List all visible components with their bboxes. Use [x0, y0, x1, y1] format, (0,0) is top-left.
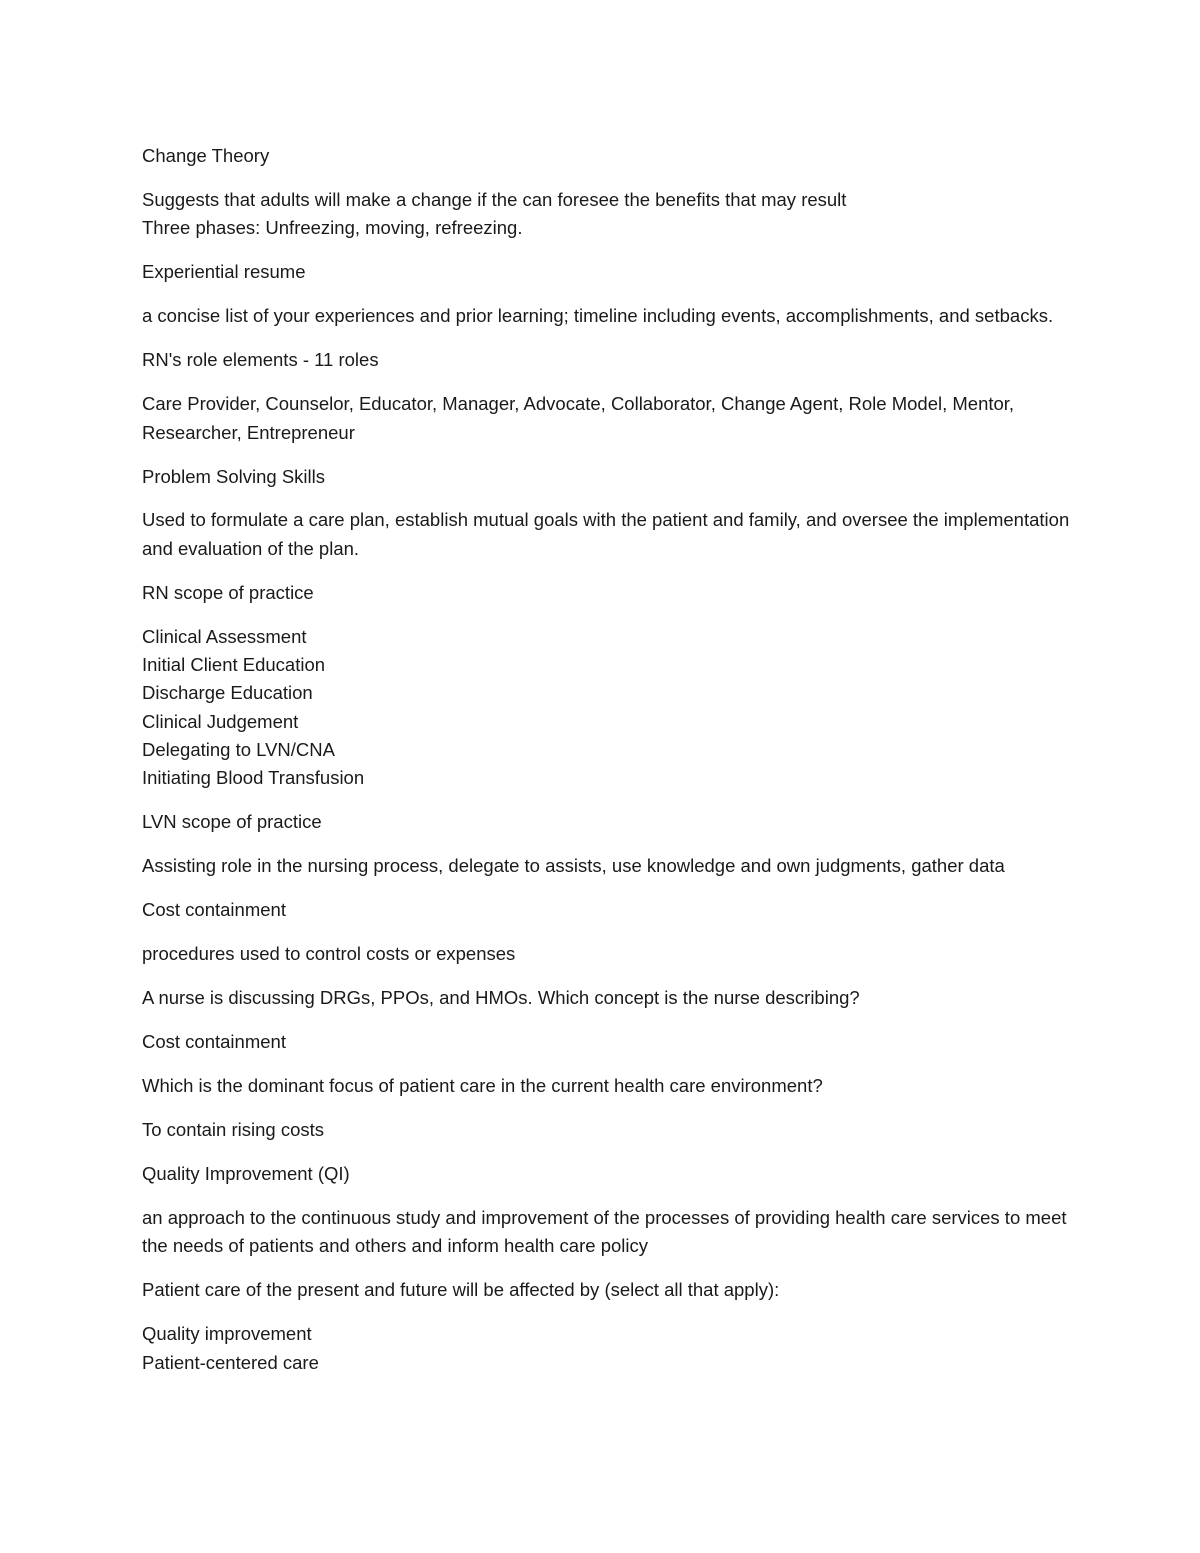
entry-drgs-question	[142, 984, 1072, 1056]
definition	[142, 1320, 1072, 1377]
definition-line: Three phases: Unfreezing, moving, refreezing.	[142, 217, 523, 239]
definition	[142, 940, 1072, 968]
definition-line: procedures used to control costs or expenses	[142, 943, 516, 965]
entry-quality-improvement	[142, 1160, 1072, 1261]
term: A nurse is discussing DRGs, PPOs, and HMOs. Which concept is the nurse describing?	[142, 987, 860, 1009]
definition	[142, 623, 1072, 793]
definition-line: To contain rising costs	[142, 1119, 325, 1141]
term: Cost containment	[142, 899, 286, 921]
term: LVN scope of practice	[142, 811, 322, 833]
entry-patient-care-question	[142, 1276, 1072, 1377]
definition-line: Used to formulate a care plan, establish mutual goals with the patient and family, and oversee the implementation and evaluation of the plan.	[142, 509, 1070, 559]
definition-line: Clinical Judgement	[142, 710, 299, 732]
definition	[142, 186, 1072, 243]
flashcard-list	[142, 142, 1072, 1393]
definition-line: Patient-centered care	[142, 1351, 319, 1373]
entry-rn-role-elements	[142, 346, 1072, 447]
definition-line: Discharge Education	[142, 682, 313, 704]
definition-line: Quality improvement	[142, 1323, 312, 1345]
definition-line: an approach to the continuous study and improvement of the processes of providing health care services to meet the needs of patients and others and inform health care policy	[142, 1207, 1067, 1257]
definition-line: Care Provider, Counselor, Educator, Manager, Advocate, Collaborator, Change Agent, Role Model, Mentor, Researcher, Entrepreneur	[142, 393, 1015, 443]
term: Problem Solving Skills	[142, 465, 326, 487]
definition-line: Delegating to LVN/CNA	[142, 738, 335, 760]
definition-line: Cost containment	[142, 1031, 286, 1053]
entry-rn-scope-of-practice	[142, 579, 1072, 793]
term: Quality Improvement (QI)	[142, 1163, 350, 1185]
term: RN's role elements - 11 roles	[142, 349, 379, 371]
term: RN scope of practice	[142, 581, 314, 603]
entry-dominant-focus-question	[142, 1072, 1072, 1144]
definition-line: Clinical Assessment	[142, 625, 307, 647]
definition	[142, 506, 1072, 563]
term: Change Theory	[142, 145, 270, 166]
definition	[142, 1116, 1072, 1144]
term: Which is the dominant focus of patient care in the current health care environment?	[142, 1075, 823, 1097]
term: Experiential resume	[142, 261, 306, 283]
entry-lvn-scope-of-practice	[142, 808, 1072, 880]
entry-problem-solving-skills	[142, 463, 1072, 564]
definition-line: Initiating Blood Transfusion	[142, 767, 365, 789]
definition-line: Suggests that adults will make a change if the can foresee the benefits that may result	[142, 188, 847, 210]
definition	[142, 390, 1072, 447]
definition-line: Initial Client Education	[142, 654, 326, 676]
entry-cost-containment	[142, 896, 1072, 968]
definition	[142, 1204, 1072, 1261]
entry-change-theory	[142, 142, 1072, 243]
term: Patient care of the present and future will be affected by (select all that apply):	[142, 1279, 780, 1301]
definition	[142, 302, 1072, 330]
definition	[142, 852, 1072, 880]
definition	[142, 1028, 1072, 1056]
definition-line: a concise list of your experiences and prior learning; timeline including events, accomplishments, and setbacks.	[142, 305, 1054, 327]
definition-line: Assisting role in the nursing process, delegate to assists, use knowledge and own judgments, gather data	[142, 855, 1005, 877]
entry-experiential-resume	[142, 258, 1072, 330]
